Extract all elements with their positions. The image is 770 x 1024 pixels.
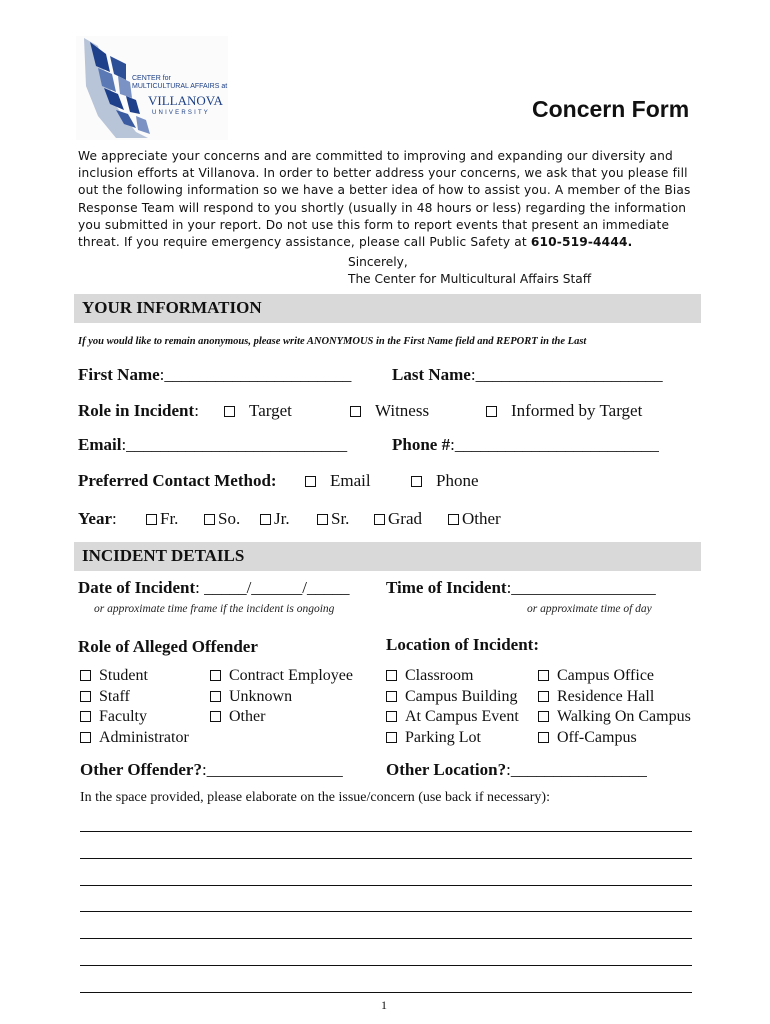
option-label: Residence Hall <box>557 687 655 705</box>
contact-phone-checkbox[interactable] <box>411 471 479 491</box>
location-parking-lot-checkbox[interactable] <box>386 728 519 749</box>
response-line[interactable] <box>80 885 692 886</box>
option-label: Contract Employee <box>229 667 353 684</box>
location-options-col2 <box>538 666 691 748</box>
location-label <box>386 635 539 655</box>
last-name-label: Last Name <box>392 365 471 384</box>
other-location-label: Other Location? <box>386 760 507 779</box>
option-label: Classroom <box>405 667 474 684</box>
checkbox-icon[interactable] <box>224 406 235 417</box>
option-label: Witness <box>375 401 430 420</box>
first-name-label: First Name <box>78 365 160 384</box>
checkbox-icon[interactable] <box>80 711 91 722</box>
year-fr-checkbox[interactable] <box>146 509 178 529</box>
checkbox-icon[interactable] <box>305 476 316 487</box>
checkbox-icon[interactable] <box>80 732 91 743</box>
option-label: Student <box>99 667 148 684</box>
checkbox-icon[interactable] <box>350 406 361 417</box>
year-jr-checkbox[interactable] <box>260 509 290 529</box>
response-line[interactable] <box>80 858 692 859</box>
closing-signature: The Center for Multicultural Affairs Staff <box>348 272 592 287</box>
year-label-text: Year <box>78 509 112 528</box>
option-label: Grad <box>388 509 422 528</box>
date-note: or approximate time frame if the incident is ongoing <box>94 603 335 615</box>
other-offender-blank[interactable]: :________________ <box>201 760 343 779</box>
offender-administrator-checkbox[interactable] <box>80 728 189 749</box>
option-label: Sr. <box>331 509 350 528</box>
checkbox-icon[interactable] <box>146 514 157 525</box>
offender-faculty-checkbox[interactable] <box>80 707 189 728</box>
option-label: Fr. <box>160 509 179 528</box>
checkbox-icon[interactable] <box>448 514 459 525</box>
location-walking-checkbox[interactable] <box>538 707 691 728</box>
role-witness-checkbox[interactable] <box>350 401 429 421</box>
year-sr-checkbox[interactable] <box>317 509 349 529</box>
option-label: Target <box>249 401 292 420</box>
option-label: Staff <box>99 687 130 705</box>
checkbox-icon[interactable] <box>538 670 549 681</box>
checkbox-icon[interactable] <box>386 732 397 743</box>
option-label: Unknown <box>229 687 293 705</box>
section-title: INCIDENT DETAILS <box>82 546 245 565</box>
checkbox-icon[interactable] <box>80 691 91 702</box>
checkbox-icon[interactable] <box>80 670 91 681</box>
checkbox-icon[interactable] <box>538 711 549 722</box>
closing <box>348 254 591 288</box>
checkbox-icon[interactable] <box>204 514 215 525</box>
intro-paragraph <box>78 148 698 251</box>
option-label: Parking Lot <box>405 728 481 746</box>
date-of-incident-field[interactable] <box>78 578 350 598</box>
response-line[interactable] <box>80 831 692 832</box>
incident-details-header <box>74 542 701 571</box>
year-so-checkbox[interactable] <box>204 509 240 529</box>
section-title: YOUR INFORMATION <box>82 298 262 317</box>
role-informed-checkbox[interactable] <box>486 401 642 421</box>
option-label: Administrator <box>99 728 189 746</box>
logo-line2: MULTICULTURAL AFFAIRS at <box>132 83 228 90</box>
phone-field[interactable] <box>392 435 659 455</box>
email-blank[interactable]: :__________________________ <box>121 435 348 454</box>
page-title: Concern Form <box>532 96 690 122</box>
intro-text: We appreciate your concerns and are committed to improving and expanding our diversity and inclusion efforts at Villanova. In order to better address your concerns, we ask that you please fill out the following information so we have a better idea of how to assist you. A member of the Bias Response Team will respond to you shortly (usually in 48 hours or less) regarding the information you submitted in your report. Do not use this form to report events that present an immediate threat. If you require emergency assistance, please call Public Safety at <box>78 149 691 250</box>
checkbox-icon[interactable] <box>210 711 221 722</box>
year-label <box>78 509 117 529</box>
year-colon: : <box>111 509 117 528</box>
anonymous-note: If you would like to remain anonymous, please write ANONYMOUS in the First Name field and REPORT in the Last <box>78 336 587 347</box>
offender-options-col1 <box>80 666 189 748</box>
checkbox-icon[interactable] <box>210 691 221 702</box>
public-safety-phone: 610-519-4444. <box>530 235 633 250</box>
villanova-logo <box>76 36 228 140</box>
checkbox-icon[interactable] <box>411 476 422 487</box>
offender-other-checkbox[interactable] <box>210 707 353 728</box>
checkbox-icon[interactable] <box>386 711 397 722</box>
last-name-blank[interactable]: :______________________ <box>470 365 663 384</box>
location-classroom-checkbox[interactable] <box>386 666 519 687</box>
option-label: Email <box>330 471 371 490</box>
your-information-header <box>74 294 701 323</box>
response-line[interactable] <box>80 938 692 939</box>
location-label-text: Location of Incident: <box>386 635 539 654</box>
checkbox-icon[interactable] <box>538 732 549 743</box>
option-label: Campus Office <box>557 667 655 684</box>
checkbox-icon[interactable] <box>260 514 271 525</box>
offender-role-label <box>78 637 258 657</box>
option-label: Walking On Campus <box>557 708 691 725</box>
option-label: Off-Campus <box>557 728 637 746</box>
role-in-incident-label <box>78 401 199 421</box>
other-offender-field[interactable] <box>80 760 343 780</box>
year-grad-checkbox[interactable] <box>374 509 422 529</box>
option-label: Campus Building <box>405 687 518 705</box>
offender-staff-checkbox[interactable] <box>80 687 189 708</box>
checkbox-icon[interactable] <box>538 691 549 702</box>
offender-label: Role of Alleged Offender <box>78 637 258 656</box>
date-label: Date of Incident <box>78 578 196 597</box>
role-target-checkbox[interactable] <box>224 401 292 421</box>
option-label: At Campus Event <box>405 708 519 725</box>
other-location-field[interactable] <box>386 760 647 780</box>
role-label: Role in Incident <box>78 401 195 420</box>
location-campus-building-checkbox[interactable] <box>386 687 519 708</box>
option-label: Phone <box>436 471 479 490</box>
offender-student-checkbox[interactable] <box>80 666 189 687</box>
option-label: So. <box>218 509 241 528</box>
location-options-col1 <box>386 666 519 748</box>
option-label: Other <box>229 708 266 725</box>
response-line[interactable] <box>80 965 692 966</box>
offender-options-col2 <box>210 666 353 728</box>
elaborate-instructions: In the space provided, please elaborate on the issue/concern (use back if necessary): <box>80 790 550 805</box>
contact-email-checkbox[interactable] <box>305 471 371 491</box>
last-name-field[interactable] <box>392 365 663 385</box>
response-line[interactable] <box>80 992 692 993</box>
checkbox-icon[interactable] <box>386 670 397 681</box>
email-field[interactable] <box>78 435 347 455</box>
response-line[interactable] <box>80 911 692 912</box>
contact-label: Preferred Contact Method: <box>78 471 277 490</box>
location-off-campus-checkbox[interactable] <box>538 728 691 749</box>
first-name-field[interactable] <box>78 365 351 385</box>
checkbox-icon[interactable] <box>374 514 385 525</box>
location-campus-office-checkbox[interactable] <box>538 666 691 687</box>
phone-blank[interactable]: :________________________ <box>450 435 659 454</box>
other-location-blank[interactable]: :________________ <box>506 760 647 779</box>
location-residence-hall-checkbox[interactable] <box>538 687 691 708</box>
checkbox-icon[interactable] <box>210 670 221 681</box>
checkbox-icon[interactable] <box>386 691 397 702</box>
year-other-checkbox[interactable] <box>448 509 501 529</box>
option-label: Faculty <box>99 708 147 725</box>
offender-unknown-checkbox[interactable] <box>210 687 353 708</box>
time-label: Time of Incident <box>386 578 507 597</box>
logo-line3: VILLANOVA <box>148 93 223 108</box>
option-label: Jr. <box>274 509 290 528</box>
time-blank[interactable]: :_________________ <box>506 578 656 597</box>
option-label: Other <box>462 509 501 528</box>
offender-contract-checkbox[interactable] <box>210 666 353 687</box>
logo-line4: UNIVERSITY <box>152 110 211 116</box>
other-offender-label: Other Offender? <box>80 760 202 779</box>
page-number: 1 <box>381 998 387 1012</box>
date-blank[interactable]: : _____/______/_____ <box>195 578 350 597</box>
location-campus-event-checkbox[interactable] <box>386 707 519 728</box>
role-colon: : <box>194 401 199 420</box>
time-of-incident-field[interactable] <box>386 578 656 598</box>
time-note: or approximate time of day <box>527 603 652 615</box>
closing-sincerely: Sincerely, <box>348 255 408 269</box>
first-name-blank[interactable]: :______________________ <box>159 365 352 384</box>
phone-label: Phone # <box>392 435 451 454</box>
email-label: Email <box>78 435 122 454</box>
logo-line1: CENTER for <box>132 75 171 82</box>
option-label: Informed by Target <box>511 401 643 420</box>
checkbox-icon[interactable] <box>317 514 328 525</box>
contact-method-label <box>78 471 277 491</box>
checkbox-icon[interactable] <box>486 406 497 417</box>
